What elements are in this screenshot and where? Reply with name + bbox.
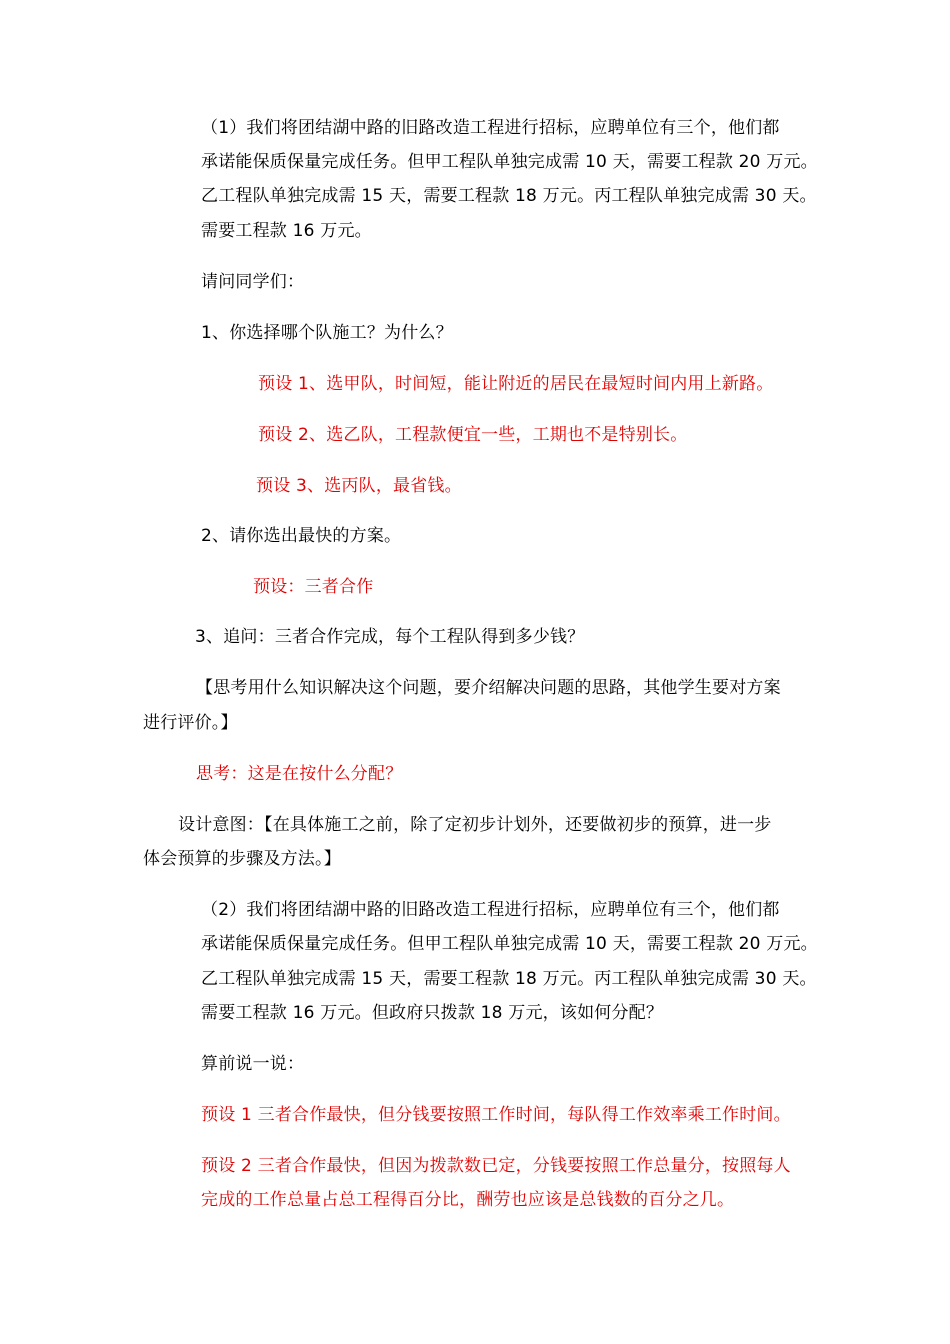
q1-preset-2: 预设 2、选乙队，工程款便宜一些，工期也不是特别长。 bbox=[258, 425, 688, 445]
q2-preset: 预设：三者合作 bbox=[253, 577, 374, 597]
calc-preset-2-line-2: 完成的工作总量占总工程得百分比，酬劳也应该是总钱数的百分之几。 bbox=[201, 1190, 735, 1210]
q1-preset-3: 预设 3、选丙队，最省钱。 bbox=[256, 476, 462, 496]
problem1-line-4: 需要工程款 16 万元。 bbox=[201, 221, 372, 241]
think-question: 思考：这是在按什么分配？ bbox=[196, 764, 403, 784]
problem1-line-2: 承诺能保质保量完成任务。但甲工程队单独完成需 10 天，需要工程款 20 万元。 bbox=[201, 152, 818, 172]
design-intent-line-1: 设计意图：【在具体施工之前，除了定初步计划外，还要做初步的预算，进一步 bbox=[178, 815, 772, 835]
ask-students: 请问同学们： bbox=[201, 272, 305, 292]
think-note-line-2: 进行评价。】 bbox=[143, 713, 238, 733]
think-note-line-1: 【思考用什么知识解决这个问题，要介绍解决问题的思路，其他学生要对方案 bbox=[196, 678, 781, 698]
talk-before-calc: 算前说一说： bbox=[201, 1054, 305, 1074]
question-3: 3、追问：三者合作完成，每个工程队得到多少钱？ bbox=[195, 627, 585, 647]
problem1-line-3: 乙工程队单独完成需 15 天，需要工程款 18 万元。丙工程队单独完成需 30 天。 bbox=[201, 186, 817, 206]
problem1-line-1: （1）我们将团结湖中路的旧路改造工程进行招标，应聘单位有三个，他们都 bbox=[201, 118, 780, 138]
design-intent-line-2: 体会预算的步骤及方法。】 bbox=[143, 849, 341, 869]
question-2: 2、请你选出最快的方案。 bbox=[201, 526, 402, 546]
problem2-line-2: 承诺能保质保量完成任务。但甲工程队单独完成需 10 天，需要工程款 20 万元。 bbox=[201, 934, 818, 954]
problem2-line-1: （2）我们将团结湖中路的旧路改造工程进行招标，应聘单位有三个，他们都 bbox=[201, 900, 780, 920]
calc-preset-2-line-1: 预设 2 三者合作最快，但因为拨款数已定，分钱要按照工作总量分，按照每人 bbox=[201, 1156, 791, 1176]
q1-preset-1: 预设 1、选甲队，时间短，能让附近的居民在最短时间内用上新路。 bbox=[258, 374, 774, 394]
question-1: 1、你选择哪个队施工？为什么？ bbox=[201, 323, 453, 343]
problem2-line-4: 需要工程款 16 万元。但政府只拨款 18 万元，该如何分配？ bbox=[201, 1003, 664, 1023]
problem2-line-3: 乙工程队单独完成需 15 天，需要工程款 18 万元。丙工程队单独完成需 30 天。 bbox=[201, 969, 817, 989]
calc-preset-1: 预设 1 三者合作最快，但分钱要按照工作时间，每队得工作效率乘工作时间。 bbox=[201, 1105, 791, 1125]
